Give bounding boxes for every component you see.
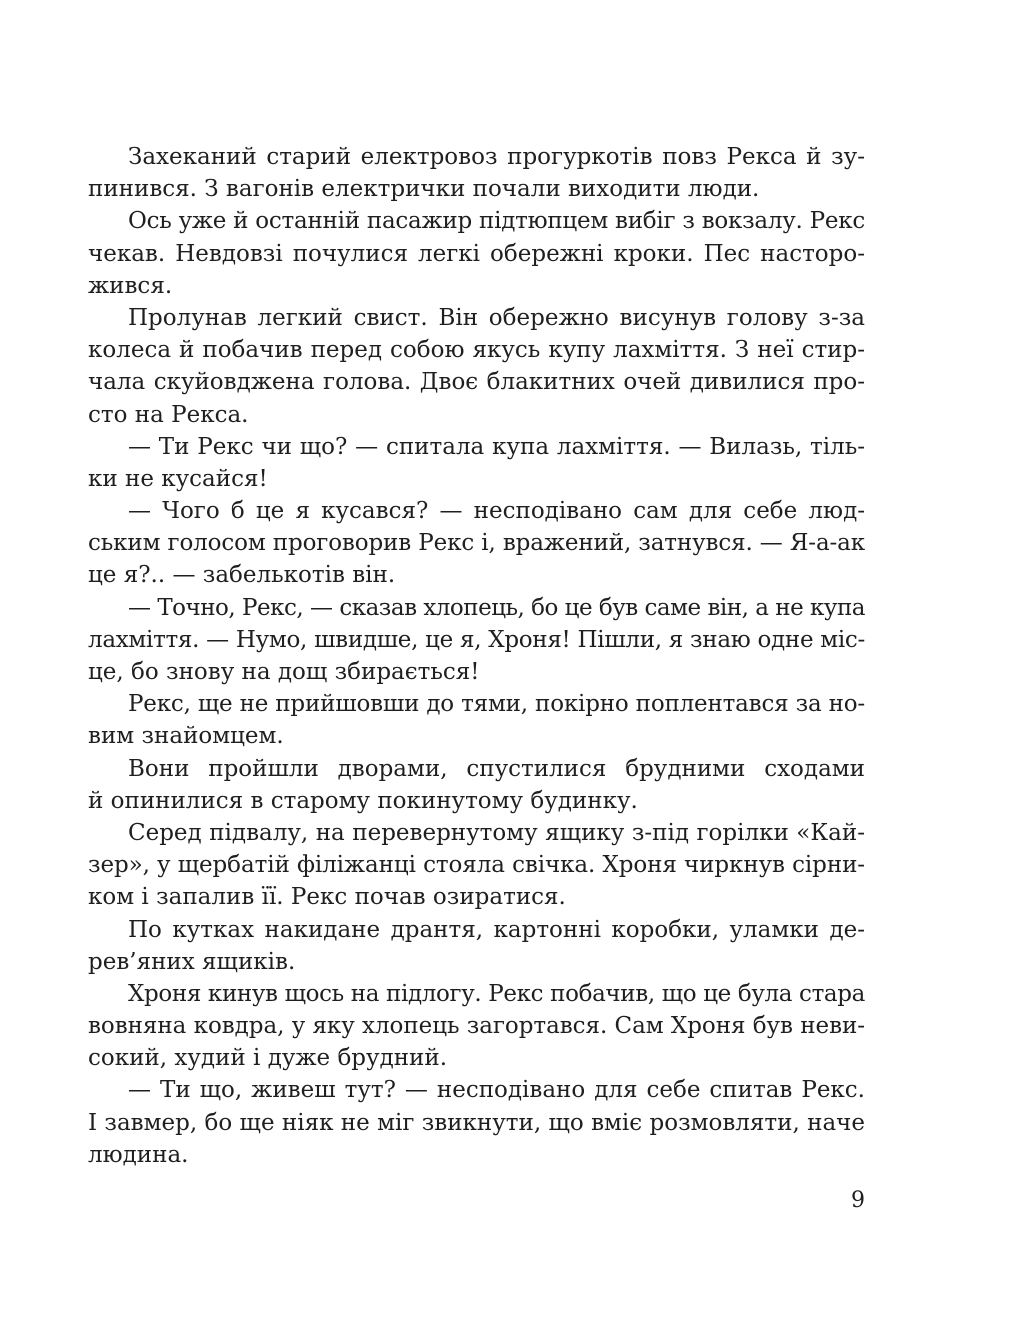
text-line: пинився. З вагонів електрички почали виходити люди. xyxy=(88,176,760,203)
text-line: зер», у щербатій філіжанці стояла свічка. Хроня чиркнув сірни- xyxy=(88,852,865,879)
text-line: це я?.. — забелькотів він. xyxy=(88,562,396,589)
page-number: 9 xyxy=(851,1188,865,1213)
text-line: — Чого б це я кусався? — несподівано сам для себе люд- xyxy=(128,498,865,525)
text-line: це, бо знову на дощ збирається! xyxy=(88,659,480,685)
text-line: Ось уже й останній пасажир підтюпцем вибіг з вокзалу. Рекс xyxy=(128,208,865,235)
text-line: — Ти Рекс чи що? — спитала купа лахміття. — Вилазь, тіль- xyxy=(128,433,865,460)
text-line: ським голосом проговорив Рекс і, вражений, затнувся. — Я-а-ак xyxy=(88,530,865,557)
paragraph xyxy=(88,302,865,431)
paragraph xyxy=(88,978,865,1075)
paragraph xyxy=(88,817,865,914)
text-line: колеса й побачив перед собою якусь купу лахміття. З неї стир- xyxy=(88,337,865,364)
paragraph xyxy=(88,495,865,592)
text-line: й опинилися в старому покинутому будинку. xyxy=(88,787,638,814)
text-line: вовняна ковдра, у яку хлопець загортався. Сам Хроня був неви- xyxy=(88,1013,865,1040)
paragraph xyxy=(88,141,865,205)
text-line: Хроня кинув щось на підлогу. Рекс побачив, що це була стара xyxy=(128,980,865,1007)
text-line: — Ти що, живеш тут? — несподівано для себе спитав Рекс. xyxy=(128,1077,865,1104)
body-text xyxy=(88,141,865,1171)
text-line: — Точно, Рекс, — сказав хлопець, бо це був саме він, а не купа xyxy=(128,594,865,621)
text-line: вим знайомцем. xyxy=(88,723,284,750)
text-line: рев’яних ящиків. xyxy=(88,948,296,975)
paragraph xyxy=(88,592,865,689)
text-line: чекав. Невдовзі почулися легкі обережні кроки. Пес насторо- xyxy=(88,240,865,267)
text-line: сокий, худий і дуже брудний. xyxy=(88,1045,448,1072)
text-line: Пролунав легкий свист. Він обережно висунув голову з-за xyxy=(128,304,865,331)
text-line: Рекс, ще не прийшовши до тями, покірно поплентався за но- xyxy=(128,691,865,718)
text-line: Вони пройшли дворами, спустилися брудними сходами xyxy=(128,755,865,782)
paragraph xyxy=(88,205,865,302)
text-line: людина. xyxy=(88,1141,189,1168)
paragraph xyxy=(88,753,865,817)
text-line: ком і запалив її. Рекс почав озиратися. xyxy=(88,884,566,911)
text-line: По кутках накидане дрантя, картонні коробки, уламки де- xyxy=(128,916,865,943)
text-line: Серед підвалу, на перевернутому ящику з-під горілки «Кай- xyxy=(128,819,865,846)
text-line: лахміття. — Нумо, швидше, це я, Хроня! Пішли, я знаю одне міс- xyxy=(88,626,865,653)
text-line: І завмер, бо ще ніяк не міг звикнути, що вміє розмовляти, наче xyxy=(88,1109,865,1136)
text-line: ки не кусайся! xyxy=(88,465,268,492)
text-line: сто на Рекса. xyxy=(88,401,249,428)
paragraph xyxy=(88,688,865,752)
paragraph xyxy=(88,431,865,495)
text-line: жився. xyxy=(88,272,173,299)
text-line: Захеканий старий електровоз прогуркотів повз Рекса й зу- xyxy=(128,144,865,170)
paragraph xyxy=(88,1074,865,1171)
text-line: чала скуйовджена голова. Двоє блакитних очей дивилися про- xyxy=(88,369,865,396)
paragraph xyxy=(88,914,865,978)
